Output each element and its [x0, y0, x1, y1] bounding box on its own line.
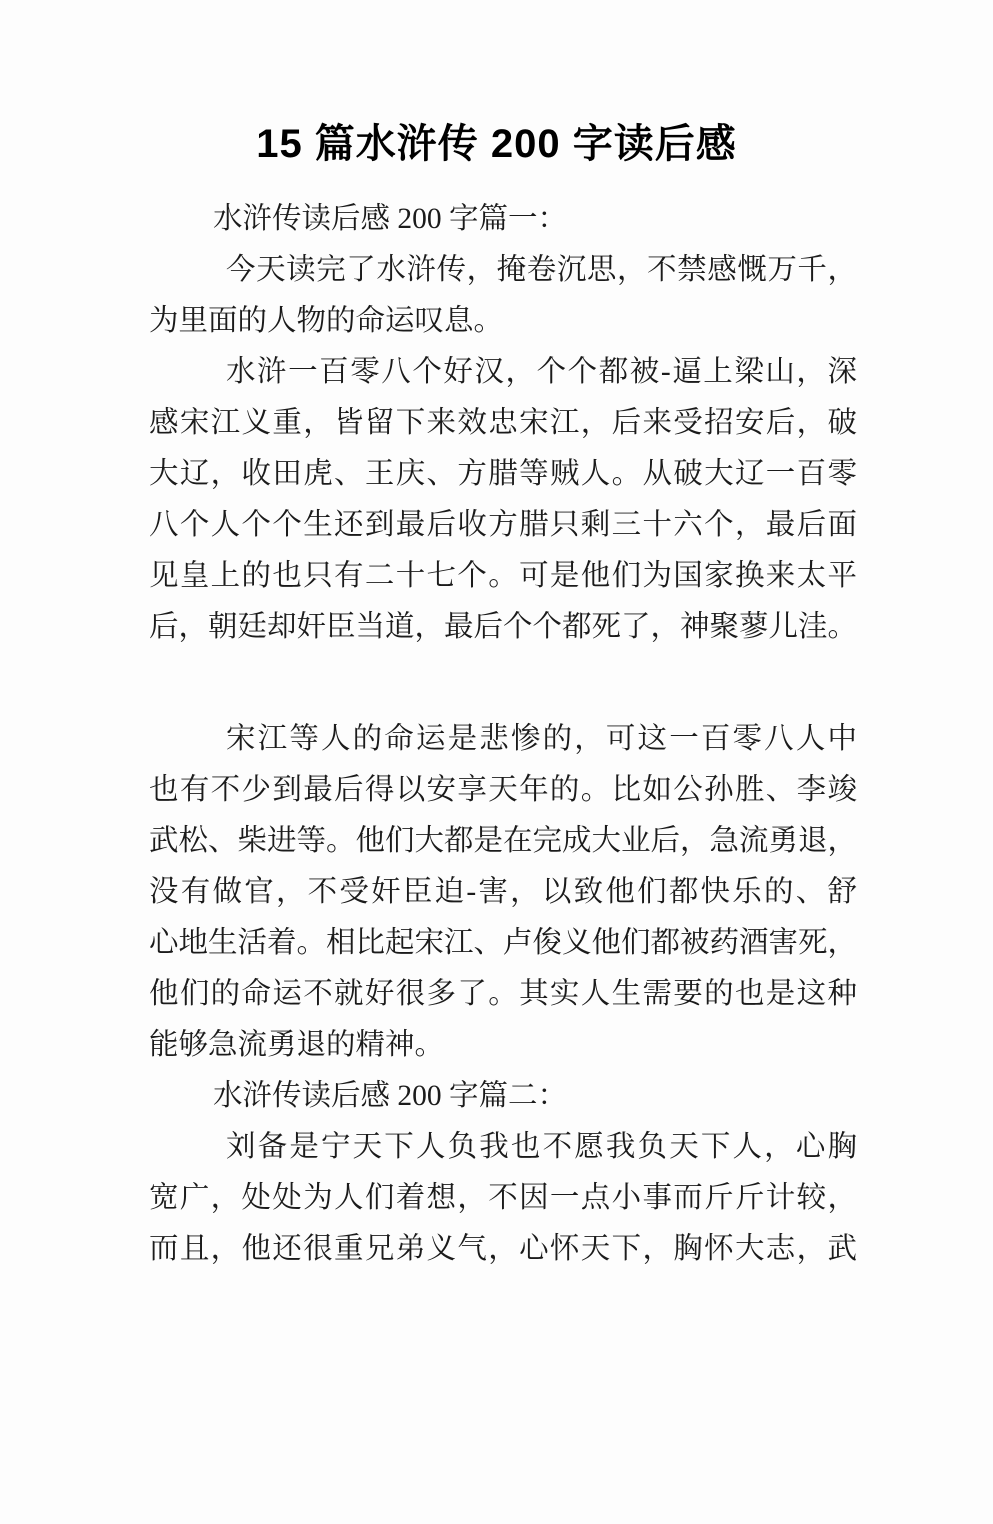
text-line: 大辽，收田虎、王庆、方腊等贼人。从破大辽一百零 — [149, 458, 857, 490]
text-line: 后，朝廷却奸臣当道，最后个个都死了，神聚蓼儿洼。 — [149, 611, 858, 643]
text-line: 而且，他还很重兄弟义气，心怀天下，胸怀大志，武 — [149, 1233, 857, 1265]
text-line: 心地生活着。相比起宋江、卢俊义他们都被药酒害死， — [149, 927, 858, 959]
text-line: 今天读完了水浒传，掩卷沉思，不禁感慨万千， — [226, 254, 857, 286]
text-line: 为里面的人物的命运叹息。 — [149, 305, 504, 337]
text-line: 他们的命运不就好很多了。其实人生需要的也是这种 — [149, 978, 857, 1010]
document-body — [0, 194, 993, 1275]
text-line: 武松、柴进等。他们大都是在完成大业后，急流勇退， — [149, 825, 858, 857]
text-line: 水浒一百零八个好汉，个个都被-逼上梁山，深 — [226, 356, 857, 388]
document-title: 15 篇水浒传 200 字读后感 — [256, 122, 737, 166]
text-line: 刘备是宁天下人负我也不愿我负天下人，心胸 — [226, 1131, 857, 1163]
text-line: 水浒传读后感 200 字篇一： — [213, 203, 568, 235]
text-line: 宽广，处处为人们着想，不因一点小事而斤斤计较， — [149, 1182, 857, 1214]
text-line: 宋江等人的命运是悲惨的，可这一百零八人中 — [226, 723, 857, 755]
text-line: 水浒传读后感 200 字篇二： — [213, 1080, 568, 1112]
text-line: 没有做官，不受奸臣迫-害，以致他们都快乐的、舒 — [149, 876, 857, 908]
text-line: 也有不少到最后得以安享天年的。比如公孙胜、李竣 — [149, 774, 857, 806]
document-page — [0, 120, 993, 1524]
document-canvas — [0, 120, 993, 1524]
text-line: 感宋江义重，皆留下来效忠宋江，后来受招安后，破 — [149, 407, 857, 439]
text-line: 八个人个个生还到最后收方腊只剩三十六个，最后面 — [149, 509, 857, 541]
text-line — [149, 653, 857, 714]
text-line: 能够急流勇退的精神。 — [149, 1029, 445, 1061]
text-line: 见皇上的也只有二十七个。可是他们为国家换来太平 — [149, 560, 857, 592]
